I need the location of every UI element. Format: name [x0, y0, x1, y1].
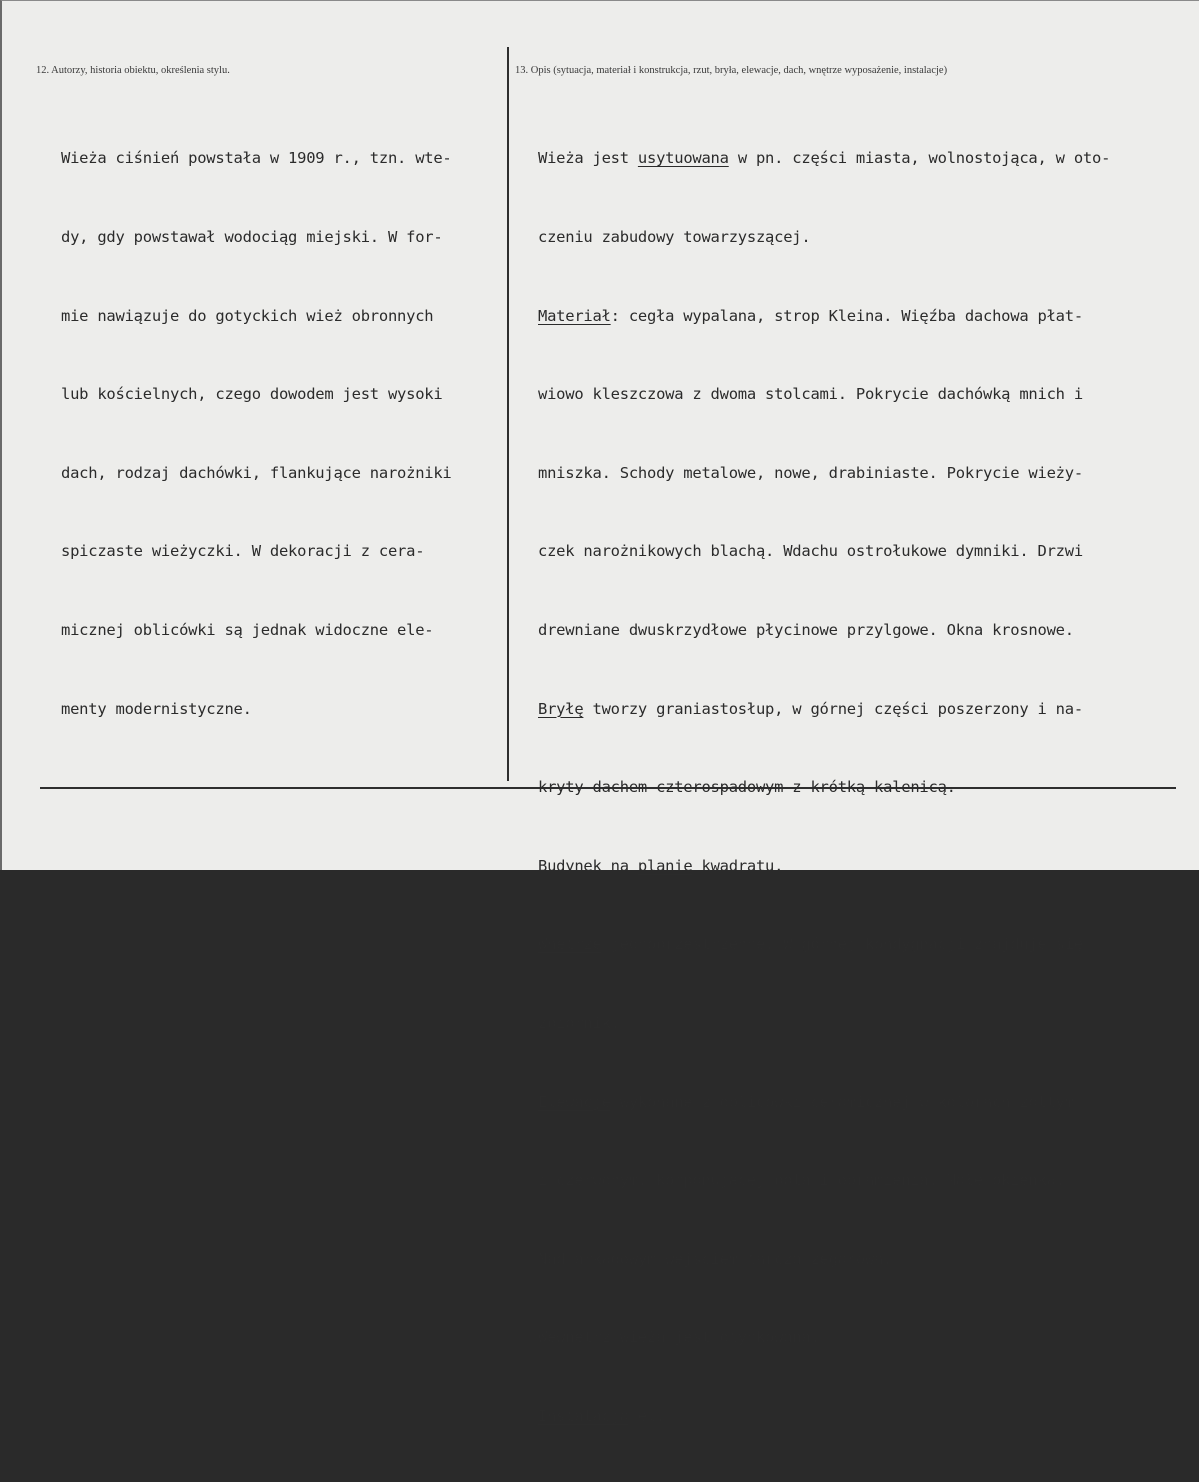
text-line	[538, 1089, 1110, 1115]
text-line: czeniu zabudowy towarzyszącej.	[538, 228, 811, 246]
text-line: wiowo kleszczowa z dwoma stolcami. Pokrycie dachówką mnich i	[538, 385, 1083, 404]
underlined-term: Elewacje	[538, 1092, 611, 1111]
text-line: mniszka. Schody metalowe, nowe, drabiniaste. Pokrycie wieży-	[538, 463, 1083, 482]
text-segment: kwadratu.	[692, 856, 784, 875]
text-segment: w pn. części miasta, wolnostojąca, w oto-	[728, 149, 1111, 168]
underlined-term: Instalacja	[538, 1406, 629, 1425]
text-line: spiczaste wieżyczki. W dekoracji z cera-	[61, 542, 425, 561]
text-line: menty modernistyczne.	[61, 699, 252, 718]
text-segment: wykonane z oblicówki ceramicznej w kolorach żółtym	[610, 1092, 1074, 1111]
underlined-term: Materiał	[538, 306, 611, 325]
text-line: Wieża ciśnień powstała w 1909 r., tzn. wte-	[61, 149, 452, 168]
text-line: lub kościelnych, czego dowodem jest wysoki	[61, 385, 443, 404]
underlined-term: usytuowana	[637, 149, 729, 168]
text-line	[538, 1403, 1110, 1429]
underlined-term: Bryłę	[538, 699, 584, 718]
text-line: zbiornik.	[538, 1013, 620, 1032]
text-segment: : cegła wypalana, strop Kleina. Więźba dachowa płat-	[610, 306, 1083, 325]
text-line	[538, 145, 1110, 171]
underlined-term: Wnętrze	[538, 935, 602, 954]
section-13-text	[538, 93, 1110, 1482]
section-12-heading: 12. Autorzy, historia obiektu, określenia stylu.	[36, 65, 230, 76]
text-line: i czerwonym, komponującej pola i obramienia. Małe okienka.	[538, 1171, 1065, 1190]
text-segment: jednoprzestrzenne. W górnej kondygnacji znajduje się	[601, 935, 1083, 954]
text-line: czek narożnikowych blachą. Wdachu ostrołukowe dymniki. Drzwi	[538, 542, 1083, 561]
text-segment: tworzy graniastosłup, w górnej części poszerzony i na-	[583, 699, 1083, 718]
section-13-heading: 13. Opis (sytuacja, materiał i konstrukcja, rzut, bryła, elewacje, dach, wnętrze wyposażenie, instalacje)	[515, 65, 948, 76]
text-line	[538, 853, 1110, 879]
text-line: micznej oblicówki są jednak widoczne ele-	[61, 620, 434, 639]
column-divider	[507, 47, 509, 781]
text-line: Wewnętrz wieża jest otynkowana.	[538, 1328, 820, 1347]
section-12-text	[61, 93, 452, 774]
text-segment: el.	[628, 1406, 666, 1425]
text-line: dach, rodzaj dachówki, flankujące narożniki	[61, 463, 452, 482]
text-line: Nad arkadowym wejściem tarcza zegarowa.	[538, 1249, 893, 1268]
text-line	[538, 303, 1110, 329]
underlined-term: planie	[637, 856, 693, 875]
text-line: kryty dachem czterospadowym z krótką kalenicą.	[538, 778, 956, 797]
text-line	[538, 696, 1110, 722]
text-line	[538, 931, 1110, 957]
text-line: mie nawiązuje do gotyckich wież obronnych	[61, 306, 434, 325]
text-line: drewniane dwuskrzydłowe płycinowe przylgowe. Okna krosnowe.	[538, 620, 1074, 639]
text-segment: Wieża jest	[538, 149, 638, 168]
text-line: dy, gdy powstawał wodociąg miejski. W for-	[61, 228, 443, 246]
text-segment: Budynek na	[538, 856, 638, 875]
